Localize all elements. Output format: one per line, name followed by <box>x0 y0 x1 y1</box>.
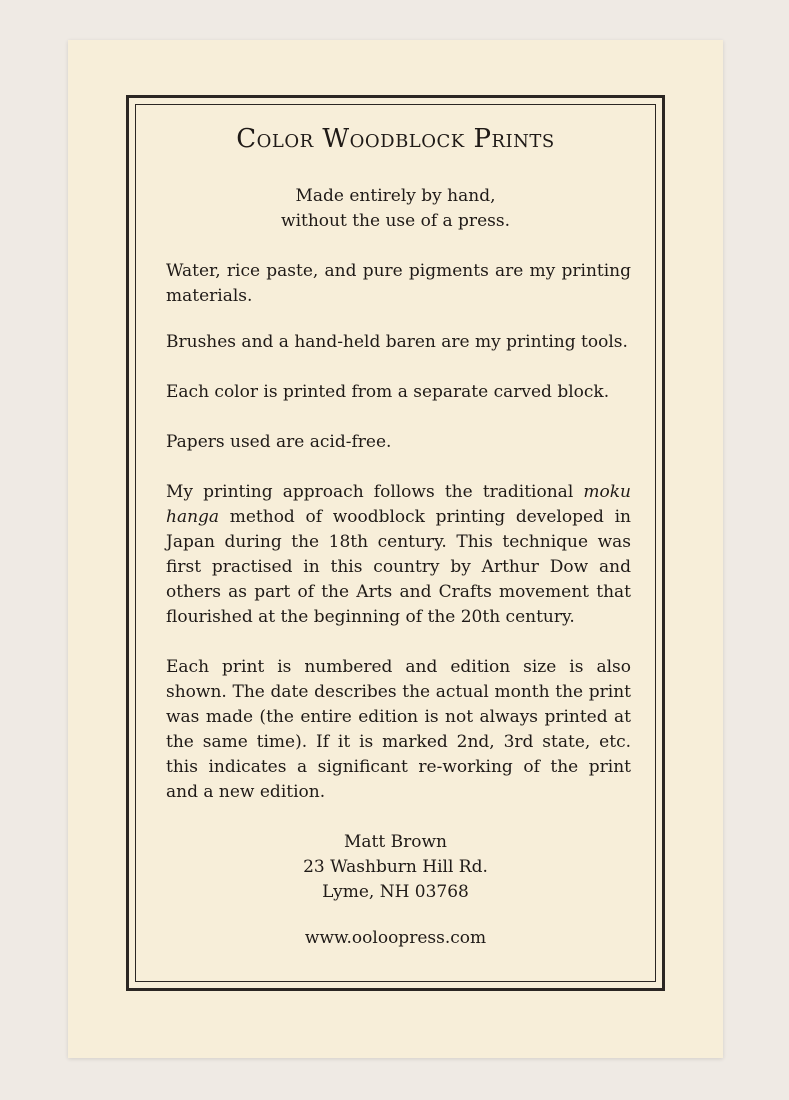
tools-paragraph: Brushes and a hand-held baren are my printing tools. <box>166 332 628 352</box>
materials-paragraph: Water, rice paste, and pure pigments are my printing materials. <box>166 261 631 306</box>
address-block <box>68 830 723 905</box>
approach-text-start: My printing approach follows the traditional <box>166 482 584 502</box>
paper-sheet <box>68 40 723 1058</box>
approach-paragraph <box>166 480 631 630</box>
intro-line-1: Made entirely by hand, <box>295 186 496 206</box>
edition-paragraph: Each print is numbered and edition size is also shown. The date describes the actual month the print was made (the entire edition is not always printed at the same time). If it is marked 2nd, 3rd state, etc. this indicates a significant re-working of the print and a new edition. <box>166 657 631 802</box>
address-street: 23 Washburn Hill Rd. <box>303 857 488 877</box>
intro-line-2: without the use of a press. <box>281 211 510 231</box>
address-city: Lyme, NH 03768 <box>322 882 469 902</box>
website-url: www.ooloopress.com <box>304 928 487 948</box>
approach-text-end: method of woodblock printing developed in Japan during the 18th century. This technique was first practised in this country by Arthur Dow and others as part of the Arts and Crafts movement that flourished at the beginning of the 20th century. <box>166 507 631 627</box>
papers-paragraph: Papers used are acid-free. <box>166 432 392 452</box>
approach-italic-term: moku hanga <box>166 482 631 527</box>
blocks-paragraph: Each color is printed from a separate carved block. <box>166 382 610 402</box>
intro-text <box>68 184 723 234</box>
page-title: Color Woodblock Prints <box>236 124 555 154</box>
address-name: Matt Brown <box>344 832 447 852</box>
